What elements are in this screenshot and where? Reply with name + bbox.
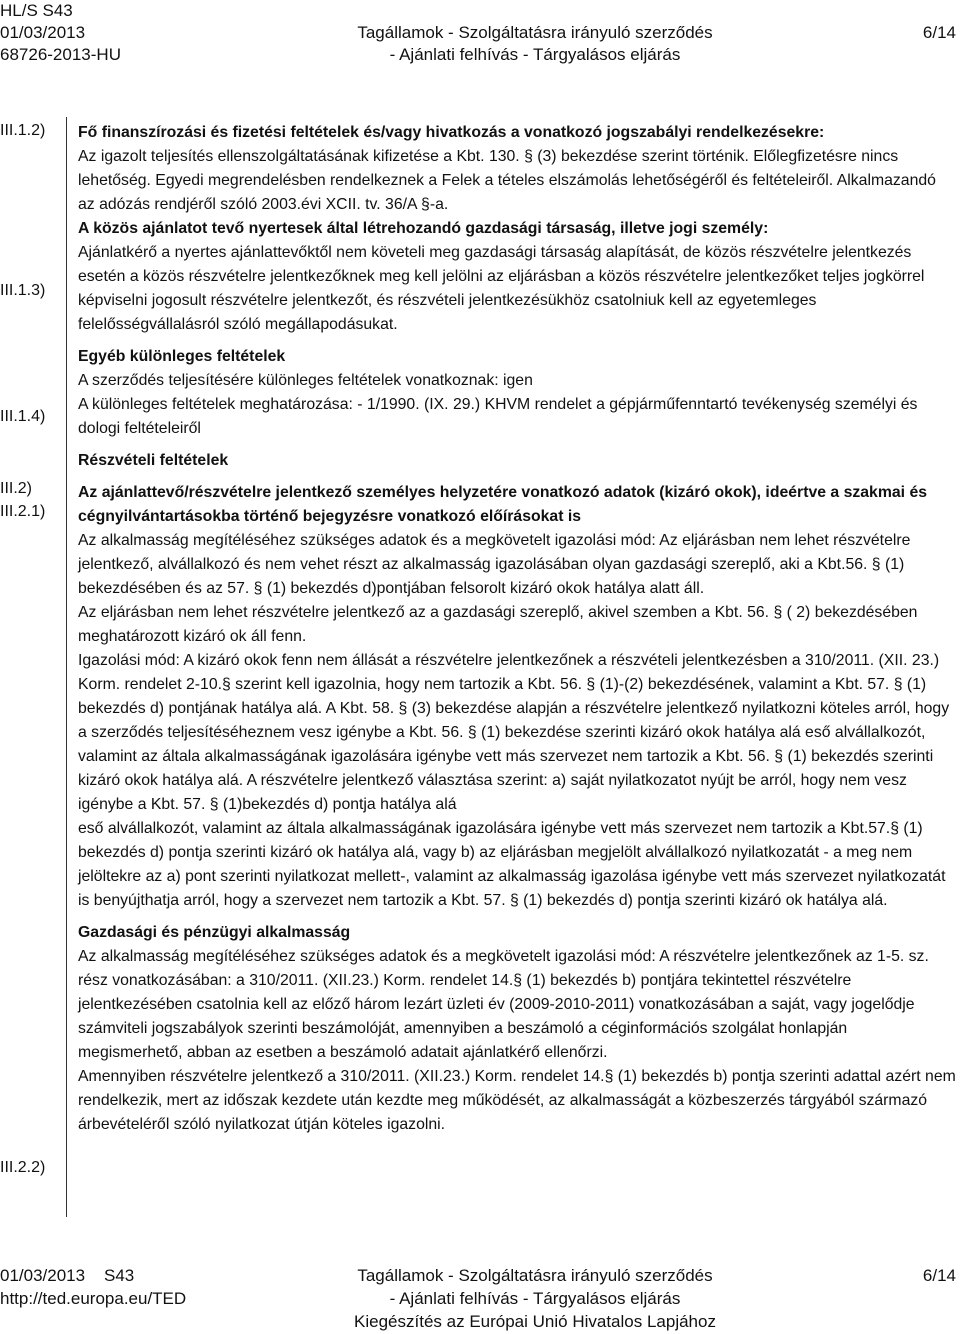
footer-left (0, 1264, 186, 1310)
header-date: 01/03/2013 (0, 23, 86, 42)
section-heading: Az ajánlattevő/részvételre jelentkező személyes helyzetére vonatkozó adatok (kizáró okok), ideértve a szakmai és cégnyilvántartásokba történő bejegyzésre vonatkozó előírásokat is (78, 484, 928, 525)
document-body (78, 121, 956, 1137)
section-text: Az eljárásban nem lehet részvételre jelentkező az a gazdasági szereplő, akivel szemben a Kbt. 56. § ( 2) bekezdésében meghatározott kizáró ok áll fenn. (78, 604, 918, 645)
section-number: III.1.4) (0, 408, 46, 425)
page-footer (0, 1264, 960, 1334)
section-number: III.1.2) (0, 122, 46, 139)
section-text: eső alvállalkozót, valamint az általa alkalmasságának igazolására igénybe vett más szervezet nem tartozik a Kbt.57.§ (1) bekezdés d) pontja szerinti kizáró ok hatálya alá, vagy b) az eljárásban megjelölt alvállalkozó nyilatkozatát - a meg nem jelöltekre az a) pont szerinti nyilatkozat mellett-, valamint az alkalmasság igazolása igénybe vett más szervezet nyilatkozatát is benyújthatja arról, hogy a szervezet nem tartozik a Kbt. 57. § (1) bekezdés d) pontja szerinti kizáró ok hatálya alá. (78, 820, 946, 909)
section-text: A szerződés teljesítésére különleges feltételek vonatkoznak: igen (78, 372, 533, 389)
footer-url[interactable]: http://ted.europa.eu/TED (0, 1289, 187, 1308)
section-text: Igazolási mód: A kizáró okok fenn nem állását a részvételre jelentkezőnek a részvételi jelentkezésben a 310/2011. (XII. 23.) Korm. rendelet 2-10.§ szerint kell igazolnia, hogy nem tartozik a Kbt. 56. § (1)-(2) bekezdésének, valamint a Kbt. 57. § (1) bekezdés d) pontjának hatálya alá. A Kbt. 58. § (3) bekezdése alapján a részvételre jelentkező nyilatkozni köteles arról, hogy a szerződés teljesítéséheznem vesz igénybe a Kbt. 56. § (1) bekezdése szerinti kizáró okok hatálya alá eső alvállalkozót, valamint az általa alkalmasságának igazolására igénybe vett más szervezet nem tartozik a Kbt. 56. § (1) bekezdés szerinti kizáró okok hatálya alá. A részvételre jelentkező választása szerint: a) saját nyilatkozatot nyújt be arról, hogy nem vesz igénybe a Kbt. 57. § (1)bekezdés d) pontja hatálya alá (78, 652, 950, 813)
section-number: III.2) (0, 480, 33, 497)
footer-title-line3: Kiegészítés az Európai Unió Hivatalos Lapjához (354, 1312, 716, 1331)
section-text: A különleges feltételek meghatározása: - 1/1990. (IX. 29.) KHVM rendelet a gépjárműfenntartó tevékenység személyi és dologi feltételeiről (78, 396, 918, 437)
section-text: Ajánlatkérő a nyertes ajánlattevőktől nem követeli meg gazdasági társaság alapítását, de közös részvételre jelentkezés esetén a közös részvételre jelentkezőknek meg kell jelölni az eljárásban a közös részvételre jelentkezőket teljes jogkörrel képviselni jogosult részvételre jelentkezőt, és részvételi jelentkezésükhöz csatolniuk kell az egyetemleges felelősségvállalásról szóló megállapodásukat. (78, 244, 925, 333)
header-code: HL/S S43 (0, 1, 73, 20)
header-title-line1: Tagállamok - Szolgáltatásra irányuló szerződés (357, 23, 713, 42)
section-heading: Fő finanszírozási és fizetési feltételek és/vagy hivatkozás a vonatkozó jogszabályi rendelkezésekre: (78, 124, 825, 141)
section-number: III.2.1) (0, 503, 46, 520)
section-heading: Egyéb különleges feltételek (78, 348, 286, 365)
footer-date-code: 01/03/2013 S43 (0, 1266, 135, 1285)
section-text: Az igazolt teljesítés ellenszolgáltatásának kifizetése a Kbt. 130. § (3) bekezdése szerint történik. Előlegfizetésre nincs lehetőség. Egyedi megrendelésben rendelkeznek a Felek a tételes elszámolás lehetőségéről és feltételeiről. Alkalmazandó az adózás rendjéről szóló 2003.évi XCII. tv. 36/A §-a. (78, 148, 936, 213)
footer-title-line1: Tagállamok - Szolgáltatásra irányuló szerződés (357, 1266, 713, 1285)
header-page-number: 6/14 (922, 23, 956, 42)
section-text: Az alkalmasság megítéléséhez szükséges adatok és a megkövetelt igazolási mód: A részvételre jelentkezőnek az 1-5. sz. rész vonatkozásában: a 310/2011. (XII.23.) Korm. rendelet 14.§ (1) bekezdés b) pontjára tekintettel részvételre jelentkezésében csatolnia kell az előző három lezárt üzleti év (2009-2010-2011) vonatkozásában a saját, vagy jogelődje számviteli jogszabályok szerinti beszámolóját, amennyiben a beszámoló a céginformációs szolgálat honlapján megismerhető, abban az esetben a beszámoló adatait ajánlatkérő ellenőrzi. (78, 948, 929, 1061)
footer-title-line2: - Ajánlati felhívás - Tárgyalásos eljárás (389, 1289, 681, 1308)
page-header (0, 0, 960, 90)
footer-page-number: 6/14 (922, 1266, 956, 1285)
header-title (340, 22, 730, 66)
section-heading: A közös ajánlatot tevő nyertesek által létrehozandó gazdasági társaság, illetve jogi személy: (78, 220, 769, 237)
section-text: Az alkalmasság megítéléséhez szükséges adatok és a megkövetelt igazolási mód: Az eljárásban nem lehet részvételre jelentkező, alvállalkozó és nem vehet részt az alkalmasság igazolásában olyan gazdasági szereplő, aki a Kbt.56. § (1) bekezdésében és az 57. § (1) bekezdés d)pontjában felsorolt kizáró okok hatálya alatt áll. (78, 532, 911, 597)
section-number: III.2.2) (0, 1159, 46, 1176)
section-heading: Gazdasági és pénzügyi alkalmasság (78, 924, 351, 941)
margin-divider (66, 117, 67, 1217)
header-title-line2: - Ajánlati felhívás - Tárgyalásos eljárás (389, 45, 681, 64)
header-doc-id: 68726-2013-HU (0, 45, 121, 64)
section-text: Amennyiben részvételre jelentkező a 310/2011. (XII.23.) Korm. rendelet 14.§ (1) bekezdés b) pontja szerinti adattal azért nem rendelkezik, mert az időszak kezdete után kezdte meg működését, az alkalmasságát a közbeszerzés tárgyából származó árbevételéről szóló nyilatkozat útján köteles igazolni. (78, 1068, 956, 1133)
section-number: III.1.3) (0, 282, 46, 299)
footer-title (300, 1264, 770, 1333)
section-heading: Részvételi feltételek (78, 452, 229, 469)
section-number-column (0, 0, 66, 1334)
